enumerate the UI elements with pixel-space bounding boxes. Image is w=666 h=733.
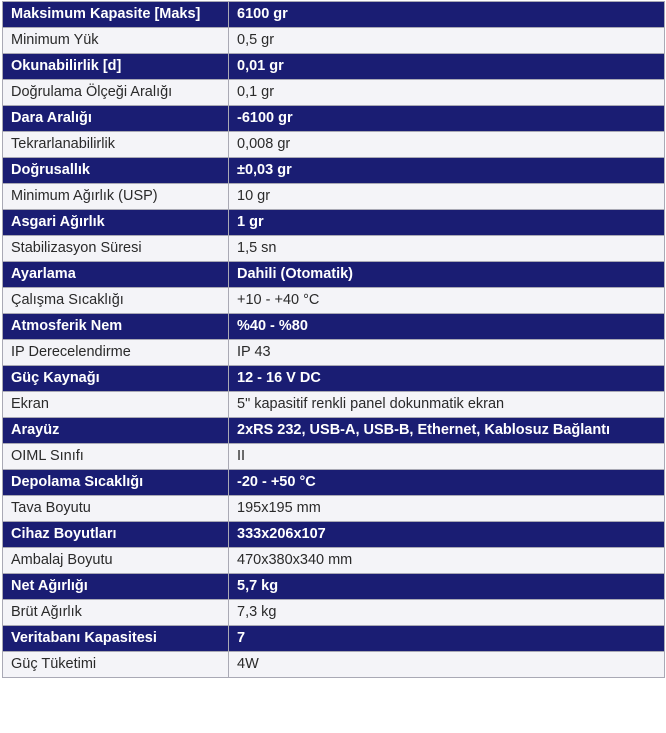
table-row <box>3 236 665 262</box>
spec-value: 0,008 gr <box>229 132 665 158</box>
spec-value: 470x380x340 mm <box>229 548 665 574</box>
spec-label: Doğrusallık <box>3 158 229 184</box>
table-row <box>3 444 665 470</box>
spec-value: 5,7 kg <box>229 574 665 600</box>
spec-value: 6100 gr <box>229 2 665 28</box>
spec-value: 5" kapasitif renkli panel dokunmatik ekran <box>229 392 665 418</box>
spec-label: Cihaz Boyutları <box>3 522 229 548</box>
spec-value: 12 - 16 V DC <box>229 366 665 392</box>
spec-value: %40 - %80 <box>229 314 665 340</box>
spec-label: Okunabilirlik [d] <box>3 54 229 80</box>
spec-label: Ekran <box>3 392 229 418</box>
spec-label: Arayüz <box>3 418 229 444</box>
spec-table <box>2 1 665 678</box>
spec-value: IP 43 <box>229 340 665 366</box>
spec-table-body <box>3 2 665 678</box>
table-row <box>3 2 665 28</box>
table-row <box>3 574 665 600</box>
spec-label: Güç Kaynağı <box>3 366 229 392</box>
spec-label: Minimum Yük <box>3 28 229 54</box>
spec-value: 0,1 gr <box>229 80 665 106</box>
spec-label: Veritabanı Kapasitesi <box>3 626 229 652</box>
spec-value: Dahili (Otomatik) <box>229 262 665 288</box>
table-row <box>3 626 665 652</box>
spec-value: -6100 gr <box>229 106 665 132</box>
table-row <box>3 600 665 626</box>
table-row <box>3 496 665 522</box>
spec-value: 2xRS 232, USB-A, USB-B, Ethernet, Kablosuz Bağlantı <box>229 418 665 444</box>
spec-label: Tava Boyutu <box>3 496 229 522</box>
spec-label: Minimum Ağırlık (USP) <box>3 184 229 210</box>
spec-value: 4W <box>229 652 665 678</box>
spec-label: Brüt Ağırlık <box>3 600 229 626</box>
spec-label: Çalışma Sıcaklığı <box>3 288 229 314</box>
table-row <box>3 548 665 574</box>
table-row <box>3 80 665 106</box>
table-row <box>3 106 665 132</box>
spec-label: Depolama Sıcaklığı <box>3 470 229 496</box>
table-row <box>3 132 665 158</box>
spec-label: OIML Sınıfı <box>3 444 229 470</box>
table-row <box>3 314 665 340</box>
spec-value: 0,01 gr <box>229 54 665 80</box>
spec-value: -20 - +50 °C <box>229 470 665 496</box>
table-row <box>3 28 665 54</box>
spec-value: +10 - +40 °C <box>229 288 665 314</box>
spec-label: Ambalaj Boyutu <box>3 548 229 574</box>
spec-label: Stabilizasyon Süresi <box>3 236 229 262</box>
spec-label: Atmosferik Nem <box>3 314 229 340</box>
table-row <box>3 652 665 678</box>
spec-value: 195x195 mm <box>229 496 665 522</box>
spec-label: Net Ağırlığı <box>3 574 229 600</box>
table-row <box>3 210 665 236</box>
table-row <box>3 522 665 548</box>
table-row <box>3 392 665 418</box>
spec-label: Dara Aralığı <box>3 106 229 132</box>
spec-value: 1,5 sn <box>229 236 665 262</box>
spec-value: 10 gr <box>229 184 665 210</box>
spec-label: Doğrulama Ölçeği Aralığı <box>3 80 229 106</box>
spec-label: Asgari Ağırlık <box>3 210 229 236</box>
table-row <box>3 418 665 444</box>
spec-value: 333x206x107 <box>229 522 665 548</box>
spec-label: Ayarlama <box>3 262 229 288</box>
spec-value: ±0,03 gr <box>229 158 665 184</box>
spec-label: Güç Tüketimi <box>3 652 229 678</box>
spec-label: Maksimum Kapasite [Maks] <box>3 2 229 28</box>
table-row <box>3 340 665 366</box>
table-row <box>3 262 665 288</box>
table-row <box>3 184 665 210</box>
spec-value: II <box>229 444 665 470</box>
spec-label: IP Derecelendirme <box>3 340 229 366</box>
table-row <box>3 288 665 314</box>
spec-label: Tekrarlanabilirlik <box>3 132 229 158</box>
spec-value: 7 <box>229 626 665 652</box>
spec-value: 1 gr <box>229 210 665 236</box>
table-row <box>3 366 665 392</box>
spec-value: 0,5 gr <box>229 28 665 54</box>
table-row <box>3 470 665 496</box>
spec-value: 7,3 kg <box>229 600 665 626</box>
table-row <box>3 54 665 80</box>
table-row <box>3 158 665 184</box>
